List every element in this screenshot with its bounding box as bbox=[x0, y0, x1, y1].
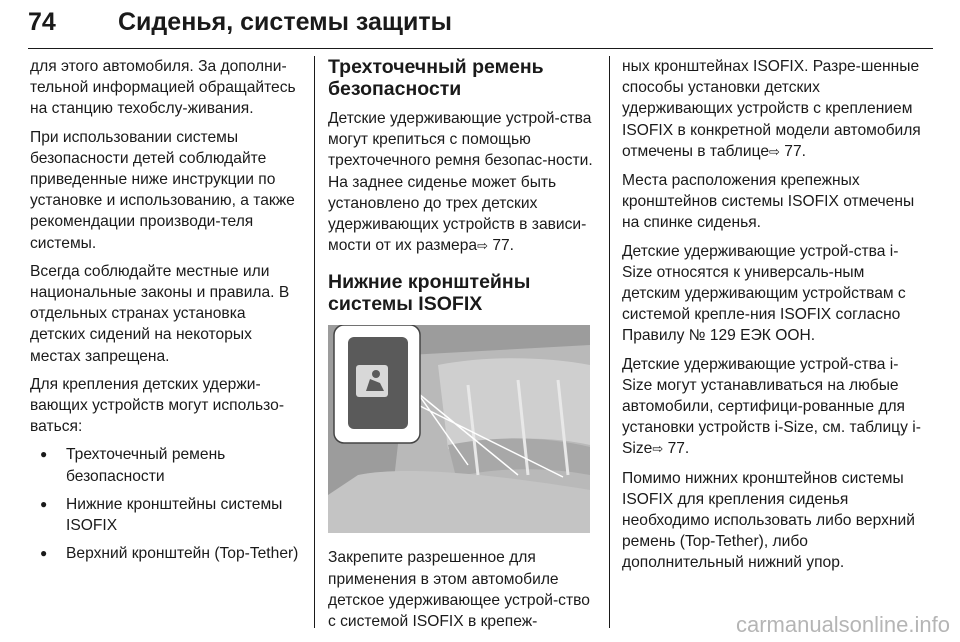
column-divider bbox=[314, 56, 315, 628]
paragraph: Места расположения крепежных кронштейнов системы ISOFIX отмечены на спинке сиденья. bbox=[622, 172, 915, 232]
paragraph bbox=[622, 56, 922, 163]
column-2 bbox=[328, 56, 598, 639]
page-reference-arrow-icon: ⇨ bbox=[769, 144, 780, 160]
paragraph-text: Детские удерживающие устрой-ства i-Size могут устанавливаться на любые автомобили, сертифици-рованные для установки устройств i-Size, см. таблицу i-Size bbox=[622, 355, 921, 458]
column-divider bbox=[609, 56, 610, 628]
page-reference[interactable]: 77. bbox=[779, 142, 806, 160]
column-3 bbox=[622, 56, 922, 581]
figure-caption: Закрепите разрешенное для применения в этом автомобиле детское удерживающее устрой-ство с системой ISOFIX в крепеж- bbox=[328, 549, 590, 631]
page-reference-arrow-icon: ⇨ bbox=[652, 442, 664, 458]
list-item: ● Нижние кронштейны системы ISOFIX bbox=[30, 494, 304, 536]
paragraph: Для крепления детских удержи-вающих устройств могут использо-ваться: bbox=[30, 375, 285, 436]
paragraph-text: Детские удерживающие устрой-ства могут крепиться с помощью трехточечного ремня безопас-ности. На заднее сиденье может быть установлено до трех детских удерживающих устройств в зависи-мости от их размера bbox=[328, 110, 593, 255]
paragraph: Помимо нижних кронштейнов системы ISOFIX для крепления сиденья необходимо использовать либо верхний ремень (Top-Tether), либо дополнительный нижний упор. bbox=[622, 469, 915, 572]
section-heading: Трехточечный ремень безопасности bbox=[328, 56, 544, 100]
list-item: ● Трехточечный ремень безопасности bbox=[30, 444, 304, 486]
list-item: ● Верхний кронштейн (Top-Tether) bbox=[30, 543, 304, 564]
isofix-seat-drawing bbox=[328, 325, 590, 533]
page-header bbox=[28, 4, 933, 49]
paragraph: При использовании системы безопасности детей соблюдайте приведенные ниже инструкции по установке и использованию, а также рекомендации производи-теля системы. bbox=[30, 128, 295, 252]
paragraph: Детские удерживающие устрой-ства i-Size относятся к универсаль-ным детским удерживающим устройствам с системой крепле-ния ISOFIX согласно Правилу № 129 ЕЭК ООН. bbox=[622, 242, 906, 345]
page-reference-arrow-icon: ⇨ bbox=[477, 239, 488, 255]
section-heading: Нижние кронштейны системы ISOFIX bbox=[328, 271, 531, 316]
paragraph: Всегда соблюдайте местные или национальные законы и правила. В отдельных странах установка детских сидений на некоторых местах запрещена. bbox=[30, 262, 290, 365]
paragraph-text: ных кронштейнах ISOFIX. Разре-шенные способы установки детских удерживающих устройств с креплением ISOFIX в конкретной модели автомобиля отмечены в таблице bbox=[622, 58, 921, 160]
paragraph bbox=[328, 108, 598, 257]
column-1 bbox=[30, 56, 304, 571]
paragraph bbox=[622, 354, 922, 461]
page-reference[interactable]: 77. bbox=[487, 237, 514, 255]
isofix-seat-illustration bbox=[328, 325, 590, 533]
page-number: 74 bbox=[28, 8, 56, 36]
chapter-title: Сиденья, системы защиты bbox=[118, 8, 452, 36]
page-reference[interactable]: 77. bbox=[663, 440, 690, 458]
watermark: carmanualsonline.info bbox=[735, 612, 950, 637]
paragraph: для этого автомобиля. За дополни-тельной информацией обращайтесь на станцию техобслу-живания. bbox=[30, 58, 296, 118]
bullet-list bbox=[30, 444, 304, 564]
